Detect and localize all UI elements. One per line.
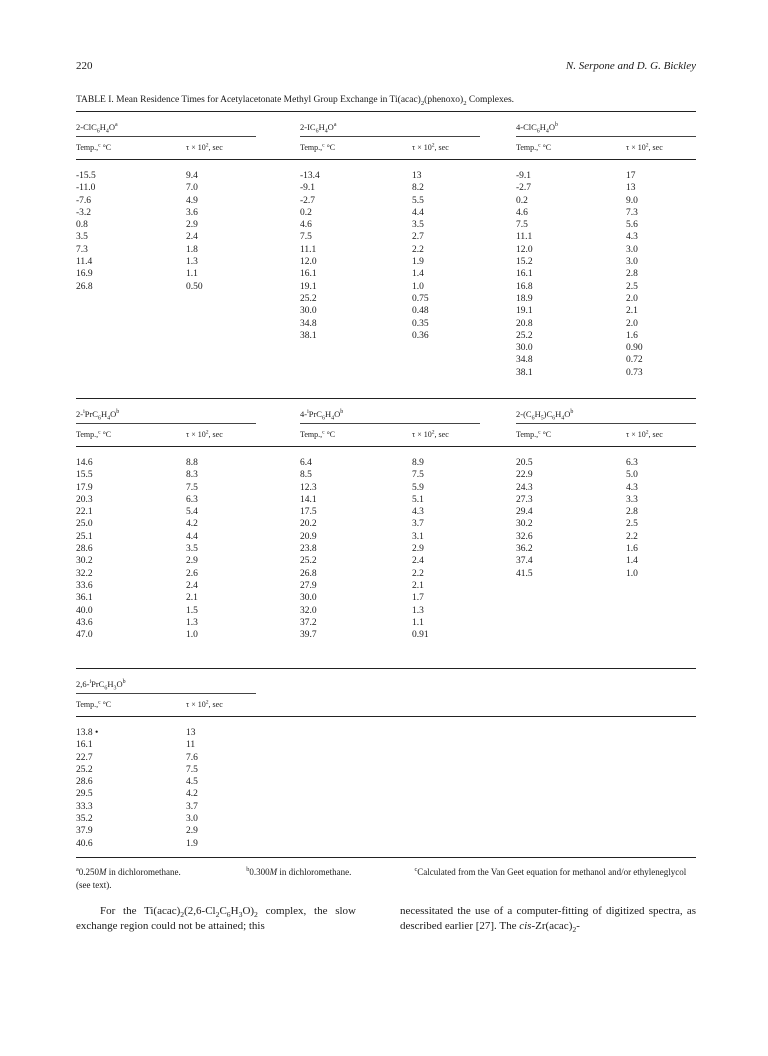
tau-cell: 2.4 <box>412 556 424 567</box>
tau-column-header: $\tau \times 10^2$, sec <box>412 142 449 152</box>
tau-cell: 4.9 <box>186 195 198 206</box>
temp-cell: 12.0 <box>516 244 533 255</box>
tau-cell: 5.6 <box>626 220 638 231</box>
temp-cell: 43.6 <box>76 617 93 628</box>
temp-column <box>516 170 550 379</box>
temp-cell: 30.0 <box>516 343 533 354</box>
tau-cell: 7.3 <box>626 207 638 218</box>
body-text-right: necessitated the use of a computer-fitting of digitized spectra, as described earlier [27]. The cis-$Zr(acac)_2-$ <box>400 905 696 935</box>
temp-column <box>300 457 334 641</box>
temp-column-header: Temp.,$^c$ °C <box>300 429 336 439</box>
temp-column <box>76 727 110 850</box>
tau-cell: 7.6 <box>186 752 198 763</box>
table-rule <box>76 159 696 160</box>
tau-cell: 1.0 <box>186 630 198 641</box>
tau-cell: 3.5 <box>412 220 424 231</box>
tau-cell: 7.5 <box>186 764 198 775</box>
tau-cell: 1.6 <box>626 544 638 555</box>
block-label: $2-IC_6H_4O^a$ <box>300 122 337 135</box>
tau-cell: 1.5 <box>186 605 198 616</box>
tau-cell: 0.72 <box>626 355 643 366</box>
tau-cell: 3.0 <box>626 257 638 268</box>
tau-cell: 2.4 <box>186 232 198 243</box>
temp-cell: 16.9 <box>76 269 93 280</box>
temp-cell: 39.7 <box>300 630 317 641</box>
temp-cell: 37.2 <box>300 617 317 628</box>
tau-cell: 13 <box>186 728 196 738</box>
footnote-a: $^a$0.250M in dichloromethane. <box>76 866 181 877</box>
temp-cell: 0.2 <box>516 195 528 206</box>
tau-cell: 5.5 <box>412 195 424 206</box>
tau-cell: 0.73 <box>626 367 643 378</box>
block-label: $2,6-^iPrC_6H_3O^b$ <box>76 679 126 692</box>
tau-column <box>412 457 429 641</box>
tau-cell: 13 <box>626 183 636 194</box>
tau-cell: 2.1 <box>186 593 198 604</box>
block-subrule <box>516 423 696 424</box>
tau-cell: 5.1 <box>412 494 424 505</box>
temp-cell: 41.5 <box>516 568 533 579</box>
table-rule <box>76 111 696 112</box>
temp-cell: 38.1 <box>516 367 533 378</box>
tau-column-header: $\tau \times 10^2$, sec <box>626 429 663 439</box>
tau-cell: 0.91 <box>412 630 429 641</box>
temp-cell: 30.0 <box>300 593 317 604</box>
footnote-b: $^b$0.300M in dichloromethane. <box>246 866 352 877</box>
temp-cell: -9.1 <box>516 171 532 181</box>
page-number: 220 <box>76 60 93 72</box>
temp-cell: 16.8 <box>516 281 533 292</box>
table-rule <box>76 446 696 447</box>
table-caption: TABLE I. Mean Residence Times for Acetylacetonate Methyl Group Exchange in $Ti(acac)_2(phenoxo)_2$ Complexes. <box>76 95 515 107</box>
temp-cell: 27.3 <box>516 494 533 505</box>
tau-cell: 2.9 <box>186 826 198 837</box>
tau-cell: 5.4 <box>186 507 198 518</box>
tau-cell: 4.3 <box>412 507 424 518</box>
temp-cell: 29.4 <box>516 507 533 518</box>
tau-cell: 8.2 <box>412 183 424 194</box>
temp-cell: 37.4 <box>516 556 533 567</box>
temp-cell: 12.0 <box>300 257 317 268</box>
temp-cell: 38.1 <box>300 330 317 341</box>
temp-column-header: Temp.,$^c$ °C <box>516 429 552 439</box>
temp-cell: 30.2 <box>76 556 93 567</box>
temp-cell: 0.8 <box>76 220 88 231</box>
tau-cell: 2.2 <box>412 568 424 579</box>
tau-cell: 6.3 <box>626 458 638 468</box>
block-subrule <box>300 423 480 424</box>
temp-cell: 36.2 <box>516 544 533 555</box>
tau-column <box>412 170 429 342</box>
tau-column <box>186 727 198 850</box>
temp-cell: 17.9 <box>76 482 93 493</box>
block-label: $2-ClC_6H_4O^a$ <box>76 122 118 135</box>
tau-cell: 2.0 <box>626 318 638 329</box>
temp-cell: 25.2 <box>300 556 317 567</box>
tau-cell: 0.50 <box>186 281 203 292</box>
temp-column-header: Temp.,$^c$ °C <box>516 142 552 152</box>
block-subrule <box>516 136 696 137</box>
block-subrule <box>76 136 256 137</box>
temp-cell: 24.3 <box>516 482 533 493</box>
temp-cell: 28.6 <box>76 544 93 555</box>
temp-cell: 11.4 <box>76 257 93 268</box>
temp-cell: 7.5 <box>300 232 312 243</box>
footnote-c: $^c$Calculated from the Van Geet equation for methanol and/or ethyleneglycol (see text). <box>76 866 687 890</box>
tau-cell: 4.2 <box>186 789 198 800</box>
temp-column <box>76 457 110 641</box>
running-header-authors: N. Serpone and D. G. Bickley <box>565 60 696 72</box>
temp-cell: 30.0 <box>300 306 317 317</box>
temp-cell: 11.1 <box>300 244 317 255</box>
temp-cell: -2.7 <box>300 195 316 206</box>
tau-column-header: $\tau \times 10^2$, sec <box>186 142 223 152</box>
tau-cell: 1.0 <box>412 281 424 292</box>
block-subrule <box>76 693 256 694</box>
tau-cell: 5.0 <box>626 470 638 481</box>
temp-cell: 33.3 <box>76 801 93 812</box>
tau-cell: 1.1 <box>412 617 424 628</box>
tau-cell: 13 <box>412 171 422 181</box>
tau-column-header: $\tau \times 10^2$, sec <box>186 699 223 709</box>
temp-cell: -13.4 <box>300 171 320 181</box>
tau-cell: 1.4 <box>412 269 424 280</box>
temp-cell: 23.8 <box>300 544 317 555</box>
tau-cell: 3.5 <box>186 544 198 555</box>
temp-cell: 4.6 <box>300 220 312 231</box>
tau-cell: 2.5 <box>626 519 638 530</box>
temp-cell: 14.6 <box>76 458 93 468</box>
tau-cell: 8.8 <box>186 458 198 468</box>
body-text-left: For the $Ti(acac)_2(2,6-Cl_2C_6H_3O)_2$ complex, the slow exchange region could not be attained; this <box>76 905 356 932</box>
temp-cell: 32.6 <box>516 531 533 542</box>
tau-cell: 0.48 <box>412 306 429 317</box>
tau-cell: 1.8 <box>186 244 198 255</box>
temp-cell: 20.8 <box>516 318 533 329</box>
temp-cell: 4.6 <box>516 207 528 218</box>
tau-cell: 2.6 <box>186 568 198 579</box>
tau-cell: 9.0 <box>626 195 638 206</box>
temp-cell: 18.9 <box>516 293 533 304</box>
temp-cell: 17.5 <box>300 507 317 518</box>
temp-cell: 14.1 <box>300 494 317 505</box>
tau-cell: 5.9 <box>412 482 424 493</box>
temp-cell: 7.3 <box>76 244 88 255</box>
temp-cell: 20.5 <box>516 458 533 468</box>
temp-cell: 25.2 <box>516 330 533 341</box>
tau-cell: 2.0 <box>626 293 638 304</box>
tau-cell: 1.3 <box>412 605 424 616</box>
tau-column <box>186 457 198 641</box>
tau-cell: 2.1 <box>412 580 424 591</box>
tau-cell: 1.4 <box>626 556 638 567</box>
temp-cell: 34.8 <box>516 355 533 366</box>
tau-cell: 3.1 <box>412 531 424 542</box>
temp-cell: 22.7 <box>76 752 93 763</box>
tau-cell: 17 <box>626 171 636 181</box>
tau-cell: 1.1 <box>186 269 198 280</box>
temp-cell: 6.4 <box>300 458 312 468</box>
tau-cell: 8.9 <box>412 458 424 468</box>
tau-column <box>626 457 638 580</box>
temp-cell: 26.8 <box>76 281 93 292</box>
temp-cell: 32.2 <box>76 568 93 579</box>
temp-cell: 34.8 <box>300 318 317 329</box>
tau-cell: 2.2 <box>626 531 638 542</box>
tau-column <box>186 170 203 293</box>
temp-cell: 28.6 <box>76 777 93 788</box>
tau-cell: 1.3 <box>186 617 198 628</box>
tau-cell: 3.0 <box>626 244 638 255</box>
temp-cell: 25.2 <box>300 293 317 304</box>
temp-cell: 33.6 <box>76 580 93 591</box>
temp-column <box>300 170 334 342</box>
temp-cell: 25.2 <box>76 764 93 775</box>
tau-cell: 3.3 <box>626 494 638 505</box>
temp-cell: -11.0 <box>76 183 96 194</box>
table-footnotes <box>76 866 696 892</box>
temp-cell: 13.8 • <box>76 728 99 738</box>
tau-cell: 1.0 <box>626 568 638 579</box>
tau-cell: 0.35 <box>412 318 429 329</box>
tau-cell: 4.4 <box>186 531 198 542</box>
temp-column-header: Temp.,$^c$ °C <box>76 429 112 439</box>
temp-cell: 37.9 <box>76 826 93 837</box>
temp-cell: 32.0 <box>300 605 317 616</box>
tau-cell: 7.5 <box>412 470 424 481</box>
temp-cell: 27.9 <box>300 580 317 591</box>
tau-cell: 3.7 <box>412 519 424 530</box>
block-subrule <box>76 423 256 424</box>
temp-cell: 22.1 <box>76 507 93 518</box>
temp-cell: -2.7 <box>516 183 532 194</box>
tau-cell: 3.0 <box>186 814 198 825</box>
temp-cell: 8.5 <box>300 470 312 481</box>
tau-cell: 6.3 <box>186 494 198 505</box>
temp-cell: 3.5 <box>76 232 88 243</box>
table-rule <box>76 668 696 669</box>
temp-cell: 15.5 <box>76 470 93 481</box>
tau-column-header: $\tau \times 10^2$, sec <box>626 142 663 152</box>
temp-cell: 15.2 <box>516 257 533 268</box>
tau-cell: 1.9 <box>186 838 198 849</box>
tau-cell: 4.2 <box>186 519 198 530</box>
tau-cell: 4.3 <box>626 482 638 493</box>
tau-cell: 9.4 <box>186 171 198 181</box>
temp-cell: 19.1 <box>516 306 533 317</box>
temp-cell: 40.6 <box>76 838 93 849</box>
temp-column-header: Temp.,$^c$ °C <box>76 699 112 709</box>
temp-column <box>76 170 110 293</box>
temp-column-header: Temp.,$^c$ °C <box>300 142 336 152</box>
temp-column <box>516 457 550 580</box>
tau-cell: 0.90 <box>626 343 643 354</box>
block-label: $4-ClC_6H_4O^b$ <box>516 122 558 135</box>
tau-cell: 7.5 <box>186 482 198 493</box>
tau-cell: 2.9 <box>186 556 198 567</box>
tau-cell: 3.6 <box>186 207 198 218</box>
temp-cell: -7.6 <box>76 195 92 206</box>
temp-cell: 16.1 <box>516 269 533 280</box>
tau-cell: 0.75 <box>412 293 429 304</box>
temp-cell: 30.2 <box>516 519 533 530</box>
temp-cell: 7.5 <box>516 220 528 231</box>
block-subrule <box>300 136 480 137</box>
tau-cell: 1.7 <box>412 593 424 604</box>
temp-cell: 26.8 <box>300 568 317 579</box>
temp-cell: 25.1 <box>76 531 93 542</box>
tau-column-header: $\tau \times 10^2$, sec <box>186 429 223 439</box>
block-label: $2-^iPrC_6H_4O^b$ <box>76 409 120 422</box>
temp-cell: 47.0 <box>76 630 93 641</box>
temp-column-header: Temp.,$^c$ °C <box>76 142 112 152</box>
tau-cell: 1.9 <box>412 257 424 268</box>
tau-cell: 2.2 <box>412 244 424 255</box>
temp-cell: 22.9 <box>516 470 533 481</box>
tau-cell: 11 <box>186 740 196 751</box>
temp-cell: 36.1 <box>76 593 93 604</box>
tau-cell: 4.4 <box>412 207 424 218</box>
tau-cell: 3.7 <box>186 801 198 812</box>
block-label: $2-(C_6H_5)C_6H_4O^b$ <box>516 409 574 422</box>
temp-cell: 20.9 <box>300 531 317 542</box>
table-rule <box>76 398 696 399</box>
temp-cell: 20.3 <box>76 494 93 505</box>
temp-cell: -9.1 <box>300 183 316 194</box>
temp-cell: 29.5 <box>76 789 93 800</box>
temp-cell: 40.0 <box>76 605 93 616</box>
temp-cell: 0.2 <box>300 207 312 218</box>
tau-cell: 4.3 <box>626 232 638 243</box>
temp-cell: 11.1 <box>516 232 533 243</box>
block-label: $4-^iPrC_6H_4O^b$ <box>300 409 344 422</box>
temp-cell: 12.3 <box>300 482 317 493</box>
tau-cell: 2.8 <box>626 269 638 280</box>
tau-cell: 2.1 <box>626 306 638 317</box>
tau-cell: 2.7 <box>412 232 424 243</box>
temp-cell: -3.2 <box>76 207 92 218</box>
temp-cell: 35.2 <box>76 814 93 825</box>
tau-cell: 2.9 <box>412 544 424 555</box>
tau-cell: 0.36 <box>412 330 429 341</box>
table-rule <box>76 857 696 858</box>
tau-cell: 8.3 <box>186 470 198 481</box>
table-rule <box>76 716 696 717</box>
temp-cell: -15.5 <box>76 171 96 181</box>
tau-column-header: $\tau \times 10^2$, sec <box>412 429 449 439</box>
tau-cell: 7.0 <box>186 183 198 194</box>
tau-cell: 2.5 <box>626 281 638 292</box>
temp-cell: 16.1 <box>300 269 317 280</box>
temp-cell: 25.0 <box>76 519 93 530</box>
tau-cell: 2.8 <box>626 507 638 518</box>
temp-cell: 20.2 <box>300 519 317 530</box>
tau-cell: 1.6 <box>626 330 638 341</box>
tau-cell: 2.9 <box>186 220 198 231</box>
tau-cell: 1.3 <box>186 257 198 268</box>
tau-column <box>626 170 643 379</box>
tau-cell: 2.4 <box>186 580 198 591</box>
tau-cell: 4.5 <box>186 777 198 788</box>
temp-cell: 16.1 <box>76 740 93 751</box>
temp-cell: 19.1 <box>300 281 317 292</box>
